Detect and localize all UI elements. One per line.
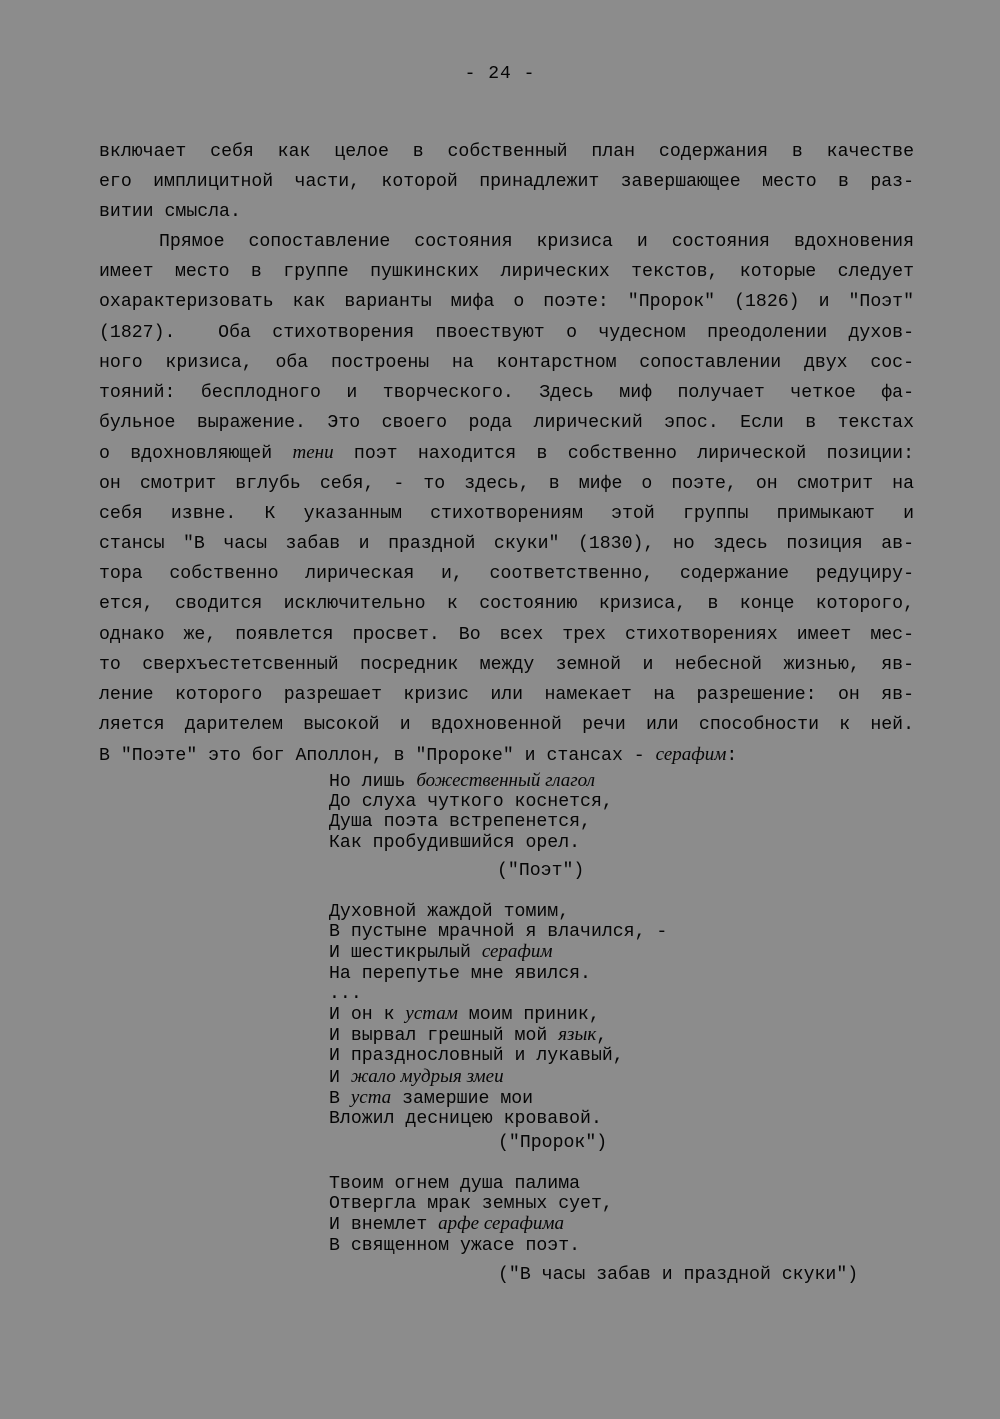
text-segment: замершие мои xyxy=(391,1088,534,1109)
text-segment: Прямое сопоставление состояния кризиса и состояния вдохновения xyxy=(159,232,914,253)
text-line xyxy=(99,348,914,378)
text-segment: Но лишь xyxy=(329,772,417,792)
page-number: - 24 - xyxy=(464,64,536,84)
text-segment: Душа поэта встрепенется, xyxy=(329,812,591,833)
main-paragraphs xyxy=(99,137,914,771)
text-segment: В "Поэте" это бог Аполлон, в "Пророке" и стансах - xyxy=(99,745,656,766)
text-line xyxy=(99,378,914,408)
verse-line xyxy=(329,833,613,853)
text-line xyxy=(99,318,914,348)
text-segment: имеет место в группе пушкинских лирических текстов, которые следует xyxy=(99,262,914,283)
text-line xyxy=(99,740,914,771)
text-line xyxy=(99,227,914,257)
text-segment: Как пробудившийся орел. xyxy=(329,832,581,853)
text-segment: , xyxy=(596,1026,608,1047)
text-line xyxy=(99,710,914,740)
text-segment: о вдохновляющей xyxy=(99,443,293,464)
verse-line xyxy=(329,942,667,963)
verse-source-poet: ("Поэт") xyxy=(497,861,585,881)
text-segment: себя извне. К указанным стихотворениям этой группы примыкают и xyxy=(99,504,914,525)
text-segment: ... xyxy=(329,983,362,1004)
italic-text: серафим xyxy=(481,941,553,963)
italic-text: устам xyxy=(405,1003,458,1025)
text-segment: Отвергла мрак земных сует, xyxy=(329,1194,613,1215)
text-segment: И xyxy=(329,1067,351,1088)
text-segment: ного кризиса, оба построены на контарстном сопоставлении двух сос- xyxy=(99,352,914,373)
text-segment: И шестикрылый xyxy=(329,943,482,964)
verse-line xyxy=(329,984,667,1004)
verse-source-prophet: ("Пророк") xyxy=(498,1133,608,1153)
text-segment: До слуха чуткого коснется, xyxy=(329,792,613,813)
verse-line xyxy=(329,1025,667,1046)
italic-text: арфе серафима xyxy=(438,1213,565,1235)
text-segment: На перепутье мне явился. xyxy=(329,963,591,984)
text-segment: то сверхъестетсвенный посредник между земной и небесной жизнью, яв- xyxy=(99,654,914,675)
text-line xyxy=(99,499,914,529)
text-segment: (1827). Оба стихотворения пвоествуют о чудесном преодолении духов- xyxy=(99,322,914,343)
text-line xyxy=(99,620,914,650)
text-line xyxy=(99,589,914,619)
text-line xyxy=(99,408,914,438)
text-segment: : xyxy=(726,745,738,766)
text-segment: ется, сводится исключительно к состоянию кризиса, в конце которого, xyxy=(99,594,914,615)
verse-line xyxy=(329,1046,667,1066)
text-segment: И внемлет xyxy=(329,1215,439,1236)
verse-line xyxy=(329,902,667,922)
text-segment: ление которого разрешает кризис или намекает на разрешение: он яв- xyxy=(99,684,914,705)
text-segment: стансы "В часы забав и праздной скуки" (1830), но здесь позиция ав- xyxy=(99,534,914,555)
text-segment: И вырвал грешный мой xyxy=(329,1026,559,1047)
text-segment: ляется дарителем высокой и вдохновенной речи или способности к ней. xyxy=(99,714,914,735)
verse-line xyxy=(329,1088,667,1109)
verse-line xyxy=(329,964,667,984)
italic-text: божественный глагол xyxy=(416,770,595,791)
verse-line xyxy=(329,1214,613,1235)
text-segment: его имплицитной части, которой принадлежит завершающее место в раз- xyxy=(99,172,914,193)
text-line xyxy=(99,197,914,227)
text-segment: охарактеризовать как варианты мифа о поэте: "Пророк" (1826) и "Поэт" xyxy=(99,292,914,313)
text-line xyxy=(99,137,914,167)
italic-text: жало мудрыя змеи xyxy=(350,1065,504,1087)
italic-text: уста xyxy=(350,1086,392,1108)
text-segment: он смотрит вглубь себя, - то здесь, в мифе о поэте, он смотрит на xyxy=(99,474,914,495)
verse-line xyxy=(329,1194,613,1214)
text-line xyxy=(99,559,914,589)
text-segment: Духовной жаждой томим, xyxy=(329,902,570,922)
text-segment: бульное выражение. Это своего рода лирический эпос. Если в текстах xyxy=(99,412,914,433)
verse-line xyxy=(329,812,613,832)
italic-text: язык xyxy=(558,1024,597,1046)
verse-line xyxy=(329,771,613,792)
text-segment: витии смысла. xyxy=(99,202,241,223)
verse-line xyxy=(329,1109,667,1129)
text-segment: поэт находится в собственно лирической позиции: xyxy=(333,443,914,464)
text-line xyxy=(99,650,914,680)
text-segment: тояний: бесплодного и творческого. Здесь миф получает четкое фа- xyxy=(99,382,914,403)
text-line xyxy=(99,287,914,317)
verse-line xyxy=(329,1174,613,1194)
text-segment: включает себя как целое в собственный план содержания в качестве xyxy=(99,142,914,162)
verse-stanzas xyxy=(329,1174,613,1256)
text-segment: В священном ужасе поэт. xyxy=(329,1235,581,1256)
verse-line xyxy=(329,922,667,942)
verse-source-stanzas: ("В часы забав и праздной скуки") xyxy=(498,1265,859,1285)
verse-line xyxy=(329,1004,667,1025)
text-segment: И он к xyxy=(329,1005,406,1026)
text-segment: В xyxy=(329,1088,351,1109)
text-segment: моим приник, xyxy=(457,1005,600,1026)
text-segment: Твоим огнем душа палима xyxy=(329,1174,581,1194)
text-line xyxy=(99,680,914,710)
italic-text: тени xyxy=(292,441,334,463)
text-segment: И празднословный и лукавый, xyxy=(329,1046,624,1067)
verse-poet xyxy=(329,771,613,853)
italic-text: серафим xyxy=(655,743,727,765)
verse-prophet xyxy=(329,902,667,1129)
text-line xyxy=(99,469,914,499)
verse-line xyxy=(329,792,613,812)
text-segment: В пустыне мрачной я влачился, - xyxy=(329,922,668,943)
text-segment: Вложил десницею кровавой. xyxy=(329,1109,602,1130)
text-line xyxy=(99,529,914,559)
verse-line xyxy=(329,1067,667,1088)
verse-line xyxy=(329,1236,613,1256)
text-line xyxy=(99,438,914,469)
text-line xyxy=(99,167,914,197)
text-segment: однако же, появлется просвет. Во всех трех стихотворениях имеет мес- xyxy=(99,624,914,645)
text-line xyxy=(99,257,914,287)
text-segment: тора собственно лирическая и, соответственно, содержание редуциру- xyxy=(99,564,914,585)
